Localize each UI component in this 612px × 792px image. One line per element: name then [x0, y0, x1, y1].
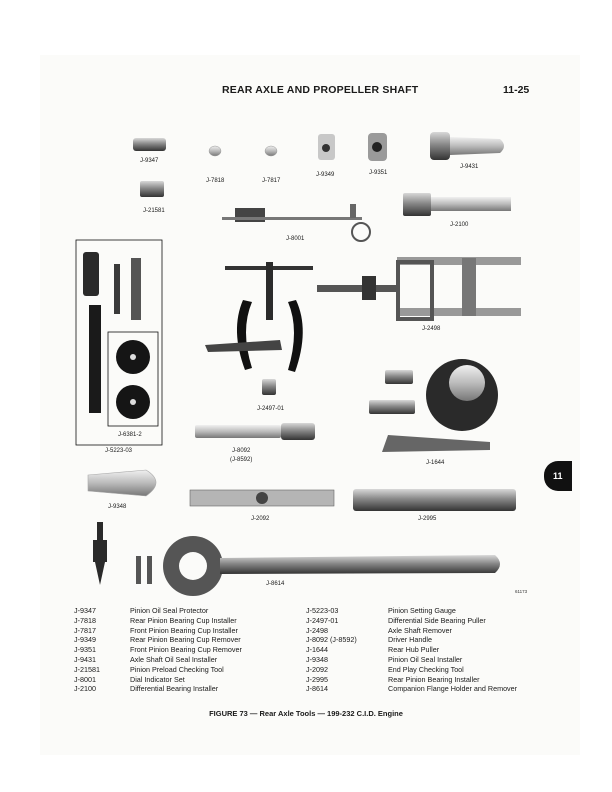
- tool-j21581: [140, 181, 164, 197]
- label-j9347: J-9347: [140, 158, 159, 164]
- label-j8001: J-8001: [286, 236, 305, 242]
- legend-row: [74, 665, 554, 675]
- label-j9348: J-9348: [108, 504, 127, 510]
- legend-tool-name: Rear Pinion Bearing Cup Installer: [130, 615, 237, 625]
- legend-tool-number: J-2100: [74, 684, 96, 694]
- label-j8614: J-8614: [266, 581, 285, 587]
- legend-tool-number: J-9351: [74, 645, 96, 655]
- page-number: 11-25: [503, 84, 530, 96]
- label-j2497-01: J-2497-01: [257, 406, 285, 412]
- label-j6381-2: J-6381-2: [118, 432, 142, 438]
- tool-legend: [74, 606, 554, 694]
- tool-j2092: [190, 490, 334, 506]
- legend-tool-number: J-21581: [74, 664, 100, 674]
- figure-caption: FIGURE 73 — Rear Axle Tools — 199-232 C.I.D. Engine: [209, 709, 403, 718]
- tool-j8092: [195, 423, 315, 440]
- tool-j2995: [353, 489, 516, 511]
- legend-tool-name: Rear Hub Puller: [388, 645, 440, 655]
- legend-tool-name: Differential Side Bearing Puller: [388, 615, 486, 625]
- label-j2498: J-2498: [422, 326, 441, 332]
- tool-j2497-01: [205, 262, 313, 395]
- label-j2092: J-2092: [251, 516, 270, 522]
- tool-j8614: [93, 522, 500, 596]
- legend-tool-number: J-9347: [74, 606, 96, 615]
- legend-tool-number: J-8092 (J-8592): [306, 635, 357, 645]
- legend-tool-name: Companion Flange Holder and Remover: [388, 684, 518, 694]
- legend-tool-name: Pinion Setting Gauge: [388, 606, 456, 615]
- legend-tool-name: Front Pinion Bearing Cup Remover: [130, 645, 242, 655]
- label-j7817: J-7817: [262, 178, 281, 184]
- legend-row: [74, 684, 554, 694]
- tool-j9348: [88, 470, 156, 496]
- tool-j9351: [368, 133, 387, 161]
- legend-tool-number: J-2092: [306, 664, 328, 674]
- label-j9431: J-9431: [460, 164, 479, 170]
- legend-tool-name: Axle Shaft Oil Seal Installer: [130, 654, 218, 664]
- legend-tool-name: End Play Checking Tool: [388, 664, 464, 674]
- legend-tool-name: Dial Indicator Set: [130, 674, 185, 684]
- legend-tool-name: Driver Handle: [388, 635, 432, 645]
- legend-tool-number: J-7817: [74, 625, 96, 635]
- legend-row: [74, 616, 554, 626]
- label-j9351: J-9351: [369, 170, 388, 176]
- page-header-title: REAR AXLE AND PROPELLER SHAFT: [222, 84, 419, 96]
- legend-row: [74, 626, 554, 636]
- legend-tool-name: Pinion Oil Seal Protector: [130, 606, 209, 615]
- section-tab: 11: [544, 461, 572, 491]
- label-j5223-03: J-5223-03: [105, 448, 133, 454]
- legend-tool-number: J-2497-01: [306, 615, 339, 625]
- legend-tool-name: Differential Bearing Installer: [130, 684, 219, 694]
- tool-j2100: [403, 193, 511, 216]
- label-j2995: J-2995: [418, 516, 437, 522]
- tool-j1644-wedge: [382, 435, 490, 452]
- legend-row: [74, 655, 554, 665]
- legend-tool-number: J-5223-03: [306, 606, 339, 615]
- label-j8592: (J-8592): [230, 457, 253, 463]
- legend-tool-name: Pinion Oil Seal Installer: [388, 654, 463, 664]
- figure-number: 61173: [515, 589, 528, 594]
- tool-j1644-hub: [426, 359, 498, 431]
- label-j9349: J-9349: [316, 172, 335, 178]
- tool-j9349: [318, 134, 335, 160]
- legend-row: [74, 645, 554, 655]
- legend-tool-name: Front Pinion Bearing Cup Installer: [130, 625, 238, 635]
- legend-row: [74, 675, 554, 685]
- tool-j2498: [317, 257, 521, 319]
- legend-tool-number: J-8614: [306, 684, 328, 694]
- legend-tool-number: J-9349: [74, 635, 96, 645]
- legend-tool-name: Pinion Preload Checking Tool: [130, 664, 224, 674]
- legend-tool-name: Axle Shaft Remover: [388, 625, 452, 635]
- label-j7818: J-7818: [206, 178, 225, 184]
- legend-tool-name: Rear Pinion Bearing Installer: [388, 674, 480, 684]
- tool-j9347: [133, 138, 166, 151]
- tool-j7817: [265, 146, 277, 156]
- legend-tool-number: J-7818: [74, 615, 96, 625]
- label-j1644: J-1644: [426, 460, 445, 466]
- tool-j9431: [430, 132, 504, 160]
- legend-tool-name: Rear Pinion Bearing Cup Remover: [130, 635, 241, 645]
- legend-tool-number: J-2498: [306, 625, 328, 635]
- legend-tool-number: J-1644: [306, 645, 328, 655]
- tool-j7818: [209, 146, 221, 156]
- legend-tool-number: J-8001: [74, 674, 96, 684]
- label-j21581: J-21581: [143, 208, 165, 214]
- tool-j5223-03: [83, 252, 150, 419]
- legend-tool-number: J-2995: [306, 674, 328, 684]
- legend-row: [74, 635, 554, 645]
- label-j8092: J-8092: [232, 448, 251, 454]
- legend-row: [74, 606, 554, 616]
- legend-tool-number: J-9431: [74, 654, 96, 664]
- legend-tool-number: J-9348: [306, 654, 328, 664]
- label-j2100: J-2100: [450, 222, 469, 228]
